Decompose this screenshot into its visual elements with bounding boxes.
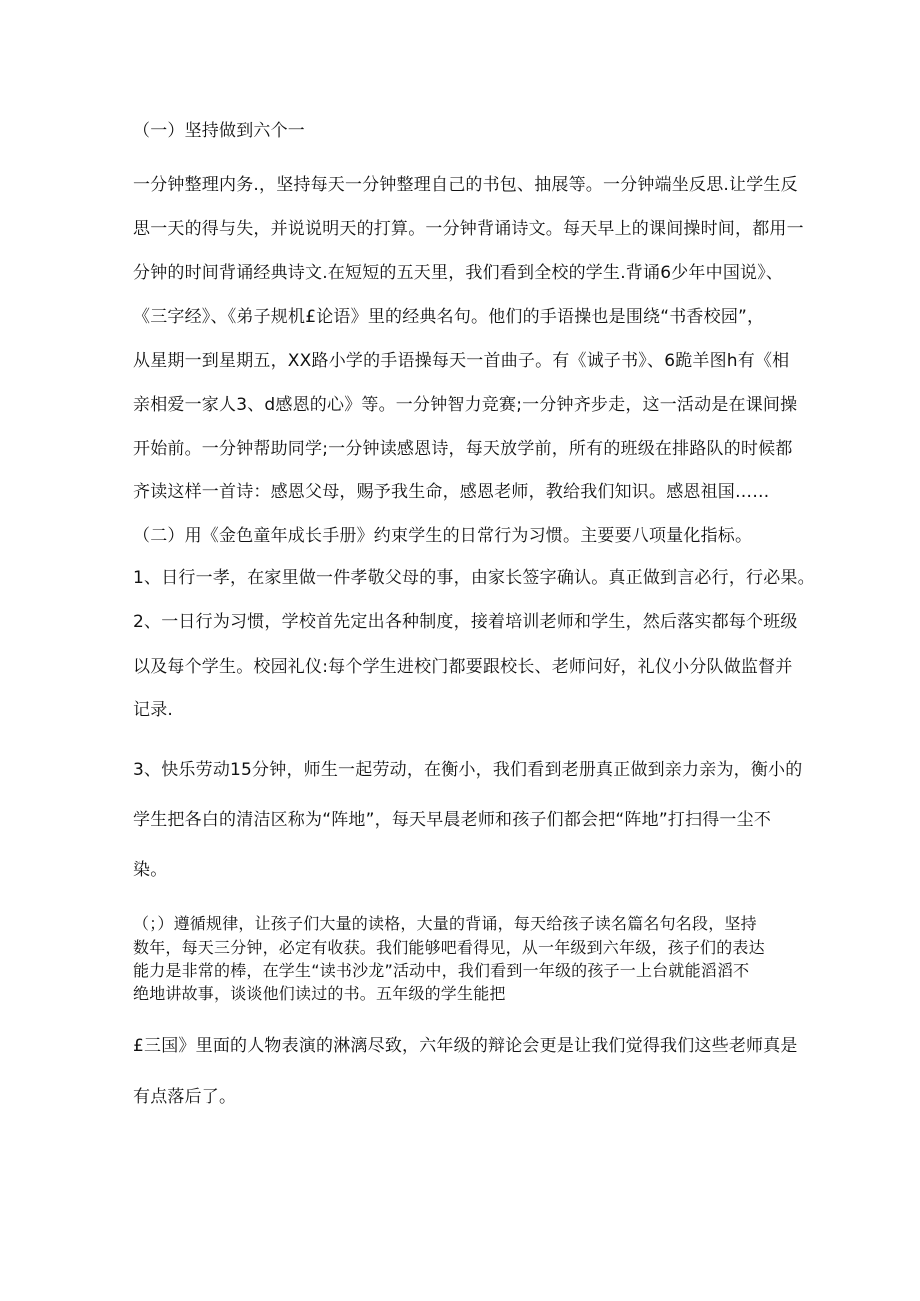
- paragraph-line: 1、日行一孝，在家里做一件孝敬父母的事，由家长签字确认。真正做到言必行，行必果。: [133, 568, 815, 588]
- paragraph-line: 记录.: [133, 700, 174, 720]
- paragraph-line: 数年，每天三分钟，必定有收获。我们能够吧看得见，从一年级到六年级，孩子们的表达: [133, 938, 765, 957]
- paragraph-line: 能力是非常的棒，在学生“读书沙龙”活动中，我们看到一年级的孩子一上台就能滔滔不: [133, 961, 750, 980]
- paragraph-line: 3、快乐劳动15分钟，师生一起劳动，在衡小，我们看到老册真正做到亲力亲为，衡小的: [133, 760, 803, 780]
- paragraph-line: 《三字经》、《弟子规机£论语》里的经典名句。他们的手语操也是围绕“书香校园”，: [133, 307, 765, 327]
- paragraph-line: 齐读这样一首诗：感恩父母，赐予我生命，感恩老师，教给我们知识。感恩祖国……: [133, 482, 770, 502]
- paragraph-line: 以及每个学生。校园礼仪:每个学生进校门都要跟校长、老师问好，礼仪小分队做监督并: [133, 657, 793, 677]
- paragraph-line: 一分钟整理内务.，坚持每天一分钟整理自己的书包、抽展等。一分钟端坐反思.让学生反: [133, 175, 798, 195]
- paragraph-line: 染。: [133, 860, 168, 880]
- paragraph-line: 亲相爱一家人3、d感恩的心》等。一分钟智力竞赛;一分钟齐步走，这一活动是在课间操: [133, 395, 798, 415]
- paragraph-line: （；）遵循规律，让孩子们大量的读格，大量的背诵，每天给孩子读名篇名句名段，坚持: [133, 914, 757, 933]
- section-heading-2: （二）用《金色童年成长手册》约束学生的日常行为习惯。主要要八项量化指标。: [133, 526, 753, 546]
- paragraph-line: 2、一日行为习惯，学校首先定出各种制度，接着培训老师和学生，然后落实都每个班级: [133, 612, 798, 632]
- paragraph-line: 绝地讲故事，谈谈他们读过的书。五年级的学生能把: [133, 984, 506, 1003]
- paragraph-line: 分钟的时间背诵经典诗文.在短短的五天里，我们看到全校的学生.背诵6少年中国说》、: [133, 263, 784, 283]
- paragraph-line: 思一天的得与失，并说说明天的打算。一分钟背诵诗文。每天早上的课间操时间，都用一: [133, 219, 804, 239]
- section-heading-1: （一）坚持做到六个一: [133, 121, 305, 141]
- paragraph-line: 有点落后了。: [133, 1087, 237, 1107]
- paragraph-line: 学生把各白的清洁区称为“阵地”，每天早晨老师和孩子们都会把“阵地”打扫得一尘不: [133, 810, 772, 830]
- paragraph-line: 从星期一到星期五，XX路小学的手语操每天一首曲子。有《诚子书》、6跪羊图h有《相: [133, 351, 790, 371]
- paragraph-line: 开始前。一分钟帮助同学;一分钟读感恩诗，每天放学前，所有的班级在排路队的时候都: [133, 439, 793, 459]
- paragraph-line: £三国》里面的人物表演的淋漓尽致，六年级的辩论会更是让我们觉得我们这些老师真是: [133, 1036, 798, 1056]
